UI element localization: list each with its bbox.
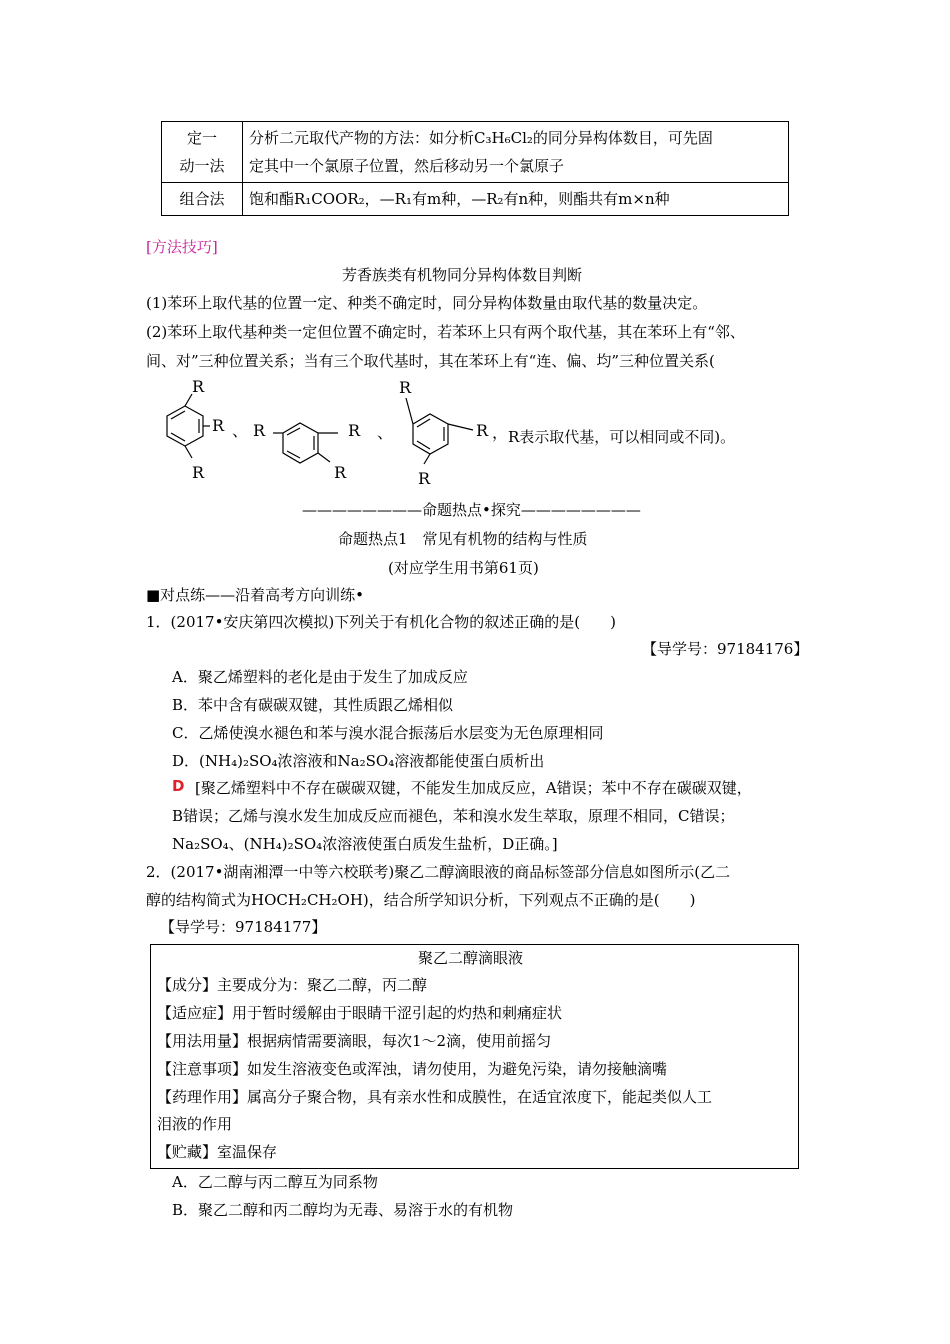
question-1-code: 【导学号：97184176】 (642, 640, 809, 658)
table-row (162, 183, 789, 216)
substituent-r: R (418, 469, 431, 488)
separator: 、 (377, 423, 394, 442)
question-2-stem-line-1: 2．(2017•湖南湘潭一中等六校联考)聚乙二醇滴眼液的商品标签部分信息如图所示(乙二 (146, 863, 731, 881)
benzene-ring-2 (283, 423, 318, 463)
question-2-stem-line-2: 醇的结构简式为HOCH₂CH₂OH)，结合所学知识分析，下列观点不正确的是( ) (146, 891, 696, 909)
tips-paragraph-2-line-2: 间、对”三种位置关系；当有三个取代基时，其在苯环上有“连、偏、均”三种位置关系( (146, 352, 715, 370)
product-label-box (150, 944, 799, 1169)
question-1-explanation-line-1: [聚乙烯塑料中不存在碳碳双键，不能发生加成反应，A错误；苯中不存在碳碳双键， (195, 779, 752, 797)
table-key-cell: 组合法 (162, 183, 243, 216)
question-2-code: 【导学号：97184177】 (160, 918, 327, 936)
substituent-r: R (192, 463, 205, 482)
substituent-r: R (334, 463, 347, 482)
substituent-r: R (212, 416, 225, 435)
table-key-cell (162, 122, 243, 183)
question-1-explanation-line-2: B错误；乙烯与溴水发生加成反应而褪色，苯和溴水发生萃取，原理不相同，C错误； (172, 807, 735, 825)
label-title: 聚乙二醇滴眼液 (418, 949, 524, 967)
question-1-option-d: D．(NH₄)₂SO₄浓溶液和Na₂SO₄溶液都能使蛋白质析出 (172, 752, 545, 770)
label-line: 【成分】主要成分为：聚乙二醇，丙二醇 (157, 976, 428, 994)
substituent-r: R (476, 421, 489, 440)
practice-heading: ■对点练——沿着高考方向训练• (146, 586, 365, 604)
methods-table (161, 121, 789, 216)
label-line: 泪液的作用 (157, 1115, 233, 1133)
tips-paragraph-2-line-1: (2)苯环上取代基种类一定但位置不确定时，若苯环上只有两个取代基，其在苯环上有“邻、 (146, 323, 745, 341)
substituent-r: R (399, 378, 412, 397)
question-1-answer: D (172, 777, 185, 795)
substituent-r: R (253, 421, 266, 440)
section-title: 命题热点1 常见有机物的结构与性质 (338, 530, 588, 548)
label-line: 【用法用量】根据病情需要滴眼，每次1～2滴，使用前摇匀 (157, 1032, 552, 1050)
label-line: 【药理作用】属高分子聚合物，具有亲水性和成膜性，在适宜浓度下，能起类似人工 (157, 1088, 713, 1106)
section-reference: (对应学生用书第61页) (388, 559, 539, 577)
table-value-cell: 饱和酯R₁COOR₂，—R₁有m种，—R₂有n种，则酯共有m×n种 (243, 183, 789, 216)
row-value-line: 定其中一个氯原子位置，然后移动另一个氯原子 (249, 157, 565, 175)
label-line: 【注意事项】如发生溶液变色或浑浊，请勿使用，为避免污染，请勿接触滴嘴 (157, 1060, 668, 1078)
separator: ， (492, 423, 509, 442)
row-key-line: 动一法 (179, 157, 225, 175)
table-row (162, 122, 789, 183)
substituent-r: R (192, 377, 205, 396)
question-1-option-c: C．乙烯使溴水褪色和苯与溴水混合振荡后水层变为无色原理相同 (172, 724, 604, 742)
benzene-ring-1 (167, 406, 203, 446)
section-divider: ————————命题热点•探究———————— (302, 501, 641, 519)
question-1-explanation-line-3: Na₂SO₄、(NH₄)₂SO₄浓溶液使蛋白质发生盐析，D正确。] (172, 835, 558, 853)
row-key-line: 定一 (186, 129, 217, 147)
row-value-line: 分析二元取代产物的方法：如分析C₃H₆Cl₂的同分异构体数目，可先固 (249, 129, 713, 147)
question-1-stem: 1．(2017•安庆第四次模拟)下列关于有机化合物的叙述正确的是( ) (146, 613, 616, 631)
tips-title: 芳香族类有机物同分异构体数目判断 (342, 266, 583, 284)
question-2-option-a: A．乙二醇与丙二醇互为同系物 (172, 1173, 378, 1191)
label-line: 【适应症】用于暂时缓解由于眼睛干涩引起的灼热和刺痛症状 (157, 1004, 563, 1022)
question-2-option-b: B．聚乙二醇和丙二醇均为无毒、易溶于水的有机物 (172, 1201, 514, 1219)
figure-caption-tail: R表示取代基，可以相同或不同)。 (508, 428, 736, 446)
benzene-ring-3 (413, 414, 448, 454)
question-1-option-a: A．聚乙烯塑料的老化是由于发生了加成反应 (172, 668, 468, 686)
question-1-option-b: B．苯中含有碳碳双键，其性质跟乙烯相似 (172, 696, 454, 714)
separator: 、 (232, 421, 249, 440)
method-tips-tag: [方法技巧] (146, 238, 218, 256)
substituent-r: R (348, 421, 361, 440)
table-value-cell (243, 122, 789, 183)
tips-paragraph-1: (1)苯环上取代基的位置一定、种类不确定时，同分异构体数量由取代基的数量决定。 (146, 294, 708, 312)
label-line: 【贮藏】室温保存 (157, 1143, 278, 1161)
